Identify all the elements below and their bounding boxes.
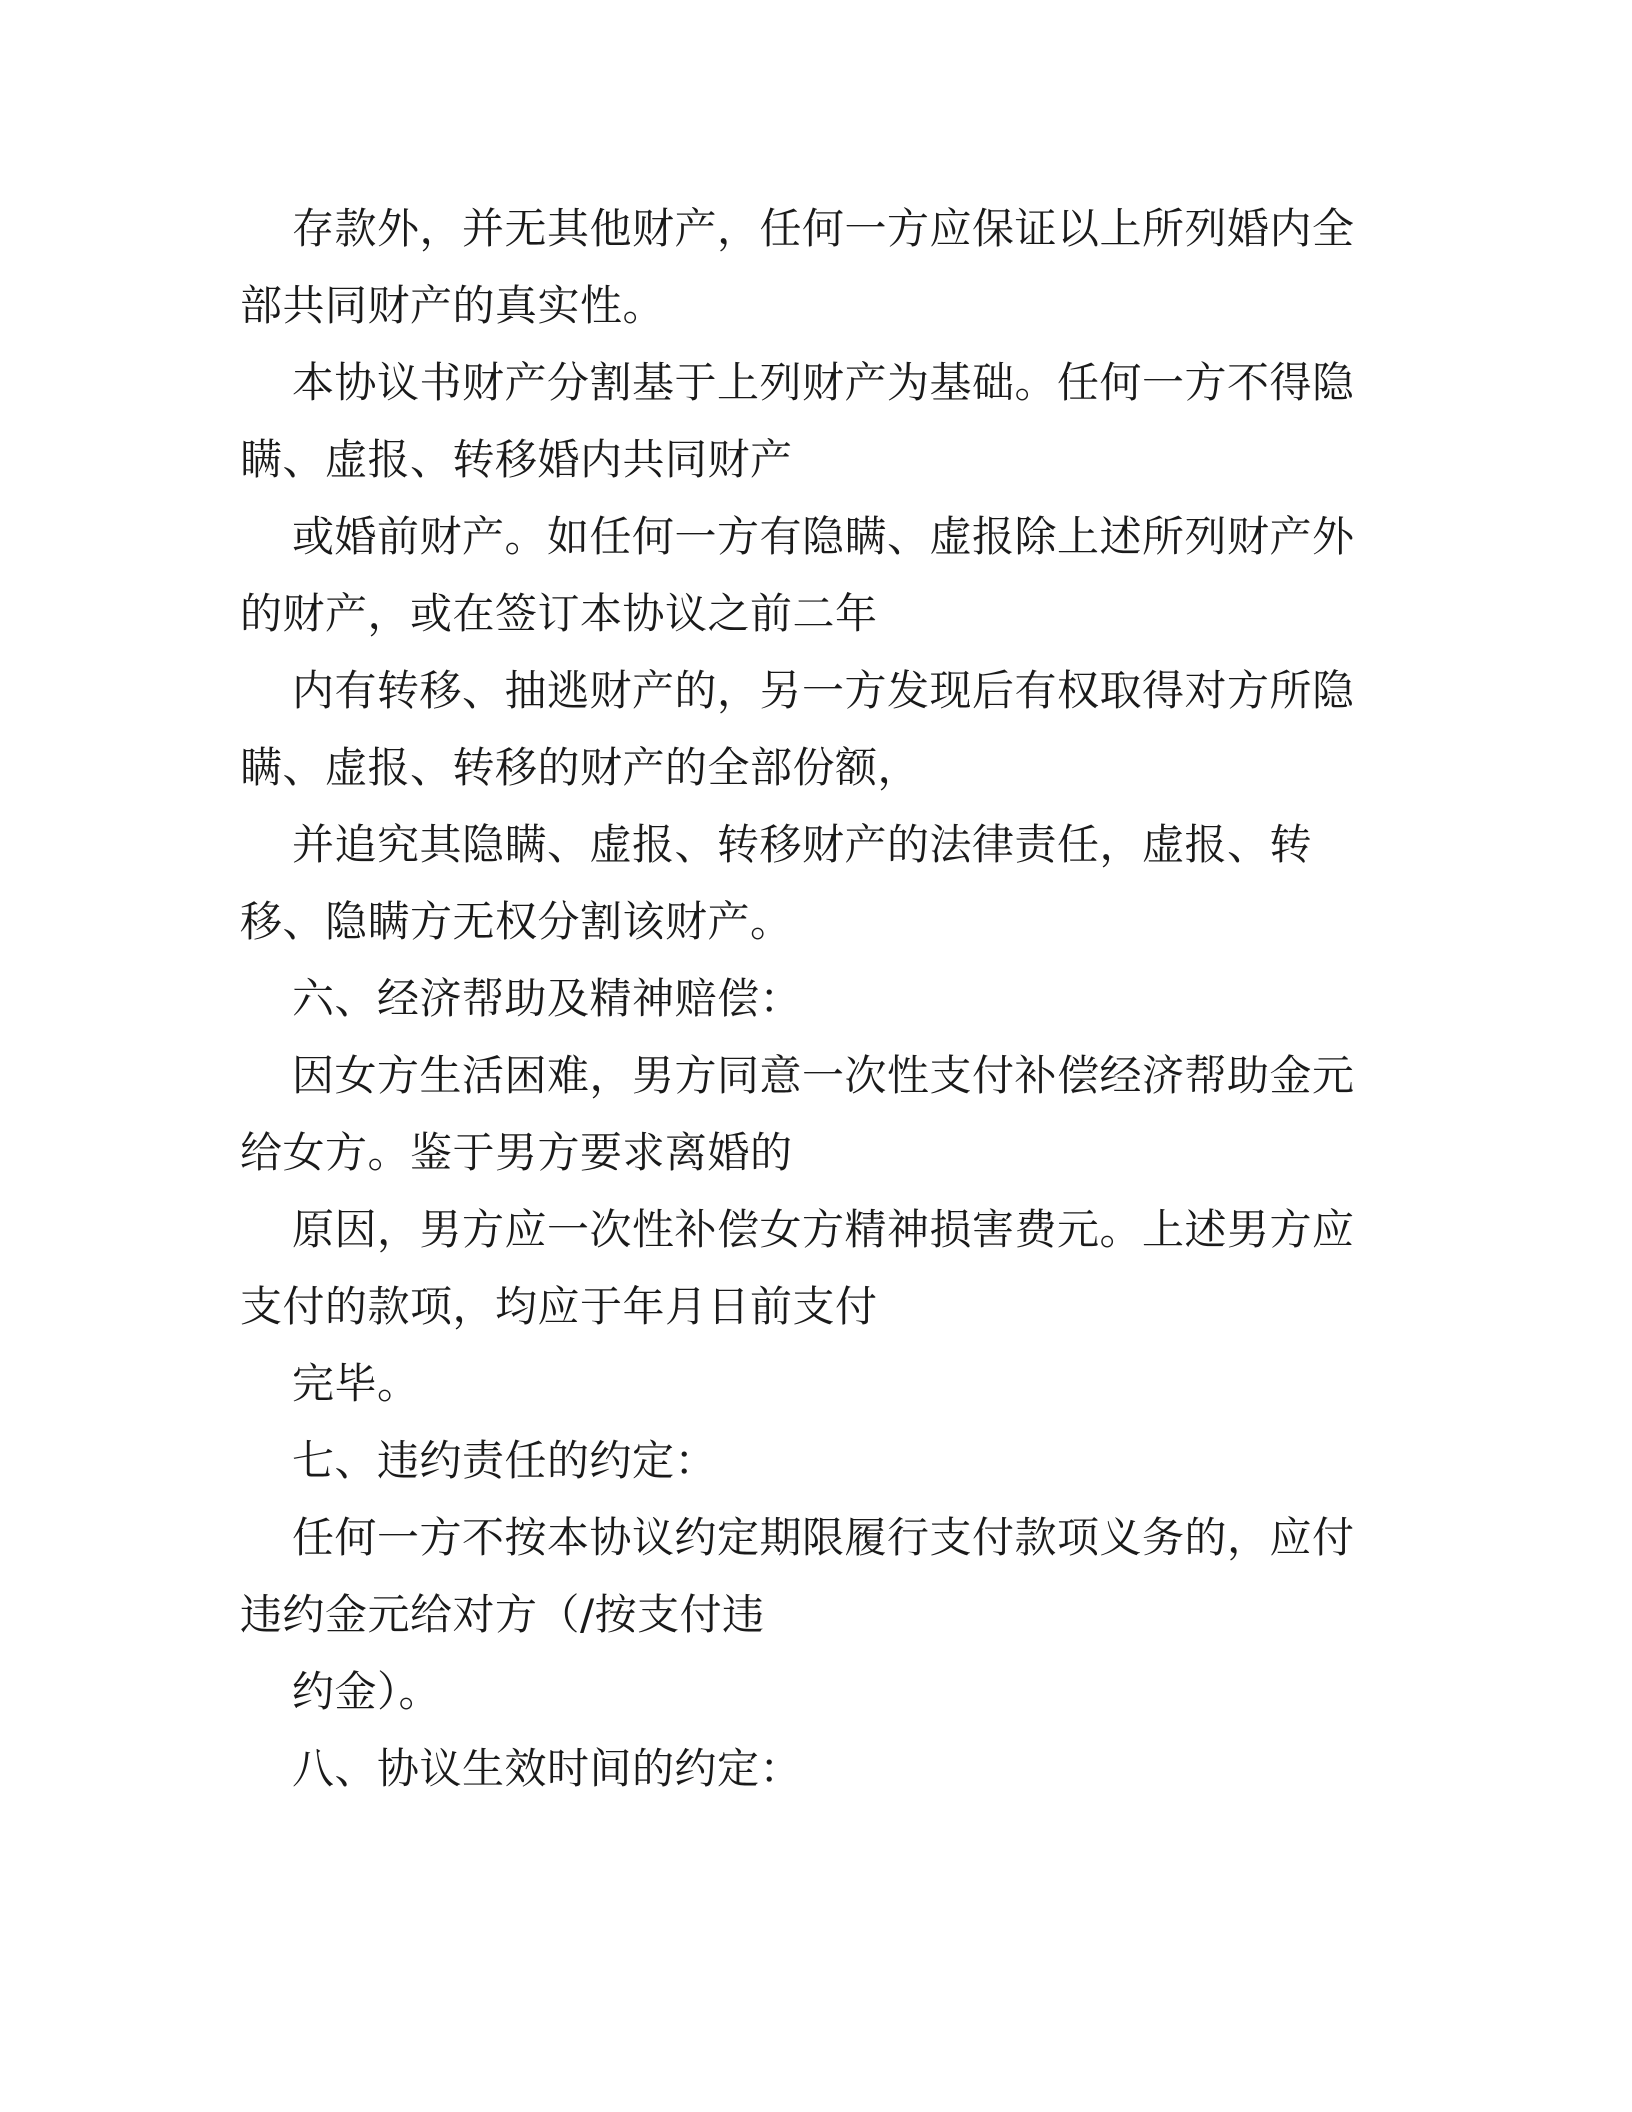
paragraph: 存款外，并无其他财产，任何一方应保证以上所列婚内全部共同财产的真实性。: [240, 204, 1355, 330]
paragraph: 并追究其隐瞒、虚报、转移财产的法律责任，虚报、转移、隐瞒方无权分割该财产。: [240, 820, 1313, 946]
paragraph: 完毕。: [292, 1359, 420, 1408]
paragraph: 任何一方不按本协议约定期限履行支付款项义务的，应付违约金元给对方（/按支付违: [240, 1513, 1355, 1639]
paragraph: 约金）。: [292, 1667, 442, 1716]
paragraph: 因女方生活困难，男方同意一次性支付补偿经济帮助金元给女方。鉴于男方要求离婚的: [240, 1051, 1355, 1177]
paragraph: 内有转移、抽逃财产的，另一方发现后有权取得对方所隐瞒、虚报、转移的财产的全部份额，: [240, 666, 1355, 792]
paragraph: 本协议书财产分割基于上列财产为基础。任何一方不得隐瞒、虚报、转移婚内共同财产: [240, 358, 1355, 484]
paragraph: 或婚前财产。如任何一方有隐瞒、虚报除上述所列财产外的财产，或在签订本协议之前二年: [240, 512, 1355, 638]
paragraph: 原因，男方应一次性补偿女方精神损害费元。上述男方应支付的款项，均应于年月日前支付: [240, 1205, 1355, 1331]
section-heading: 六、经济帮助及精神赔偿：: [292, 974, 803, 1023]
section-heading: 八、协议生效时间的约定：: [292, 1744, 803, 1793]
section-heading: 七、违约责任的约定：: [292, 1436, 718, 1485]
document-page: [240, 190, 1390, 1807]
